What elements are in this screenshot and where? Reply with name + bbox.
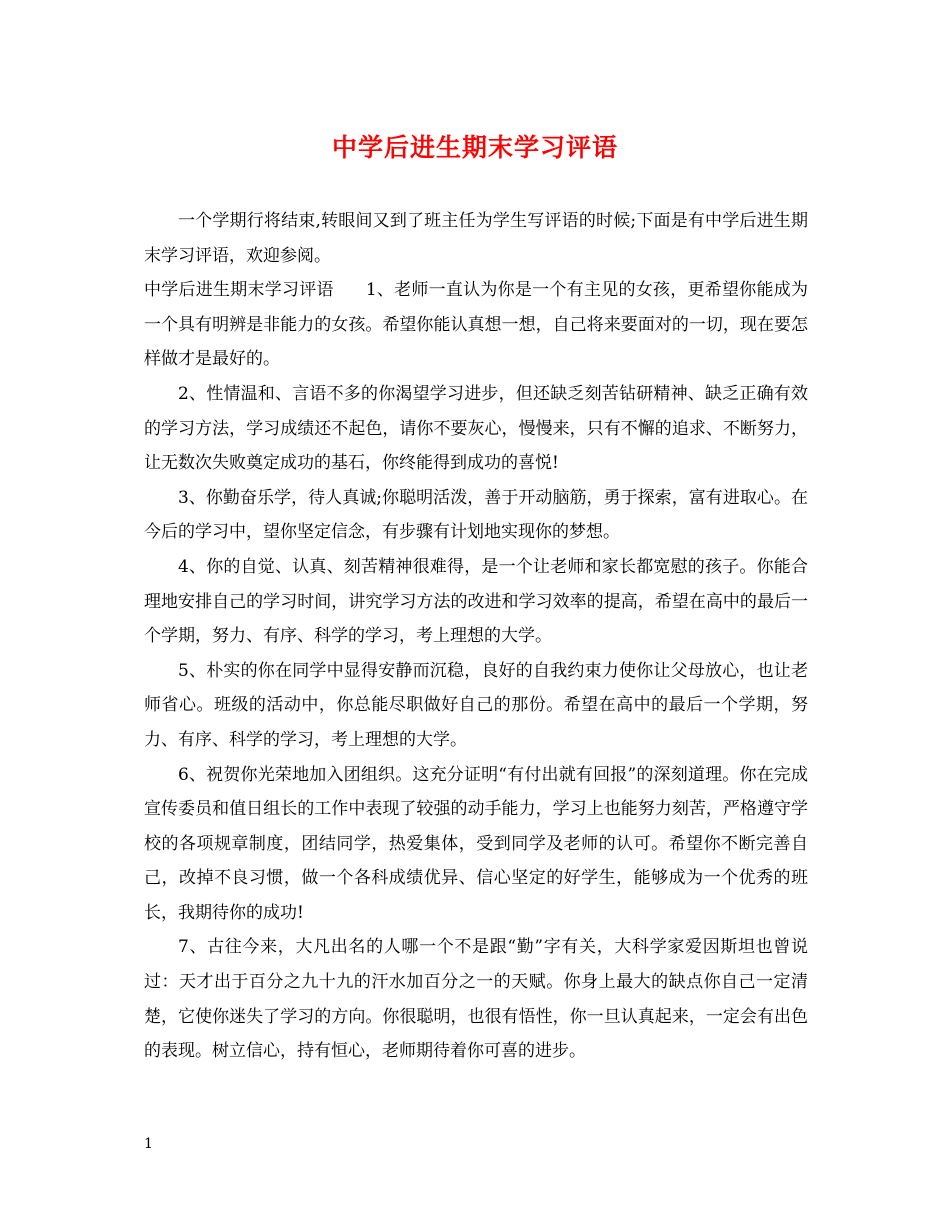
page-number: 1 [144, 1136, 153, 1152]
document-body [144, 204, 808, 1069]
comment-6: 6、祝贺你光荣地加入团组织。这充分证明“有付出就有回报”的深刻道理。你在完成宣传委员和值日组长的工作中表现了较强的动手能力，学习上也能努力刻苦，严格遵守学校的各项规章制度，团结同学，热爱集体，受到同学及老师的认可。希望你不断完善自己，改掉不良习惯，做一个各科成绩优异、信心坚定的好学生，能够成为一个优秀的班长，我期待你的成功! [144, 764, 808, 923]
document-title: 中学后进生期末学习评语 [331, 133, 618, 162]
comment-3: 3、你勤奋乐学，待人真诚;你聪明活泼，善于开动脑筋，勇于探索，富有进取心。在今后的学习中，望你坚定信念，有步骤有计划地实现你的梦想。 [144, 487, 808, 543]
comment-1: 1、老师一直认为你是一个有主见的女孩，更希望你能成为一个具有明辨是非能力的女孩。希望你能认真想一想，自己将来要面对的一切，现在要怎样做才是最好的。 [144, 280, 808, 370]
comment-5: 5、朴实的你在同学中显得安静而沉稳，良好的自我约束力使你让父母放心，也让老师省心。班级的活动中，你总能尽职做好自己的那份。希望在高中的最后一个学期，努力、有序、科学的学习，考上理想的大学。 [144, 660, 808, 750]
first-comment-paragraph [144, 273, 808, 377]
comment-7: 7、古往今来，大凡出名的人哪一个不是跟“勤”字有关，大科学家爱因斯坦也曾说过：天才出于百分之九十九的汗水加百分之一的天赋。你身上最大的缺点你自己一定清楚，它使你迷失了学习的方向。你很聪明，也很有悟性，你一旦认真起来，一定会有出色的表现。树立信心，持有恒心，老师期待着你可喜的进步。 [144, 937, 808, 1062]
comment-2: 2、性情温和、言语不多的你渴望学习进步，但还缺乏刻苦钻研精神、缺乏正确有效的学习方法，学习成绩还不起色，请你不要灰心，慢慢来，只有不懈的追求、不断努力，让无数次失败奠定成功的基石，你终能得到成功的喜悦! [144, 383, 808, 474]
comment-4: 4、你的自觉、认真、刻苦精神很难得，是一个让老师和家长都宽慰的孩子。你能合理地安排自己的学习时间，讲究学习方法的改进和学习效率的提高，希望在高中的最后一个学期，努力、有序、科学的学习，考上理想的大学。 [144, 556, 808, 647]
intro-paragraph: 一个学期行将结束,转眼间又到了班主任为学生写评语的时候;下面是有中学后进生期末学习评语，欢迎参阅。 [144, 211, 808, 266]
section-heading: 中学后进生期末学习评语 [144, 280, 334, 301]
